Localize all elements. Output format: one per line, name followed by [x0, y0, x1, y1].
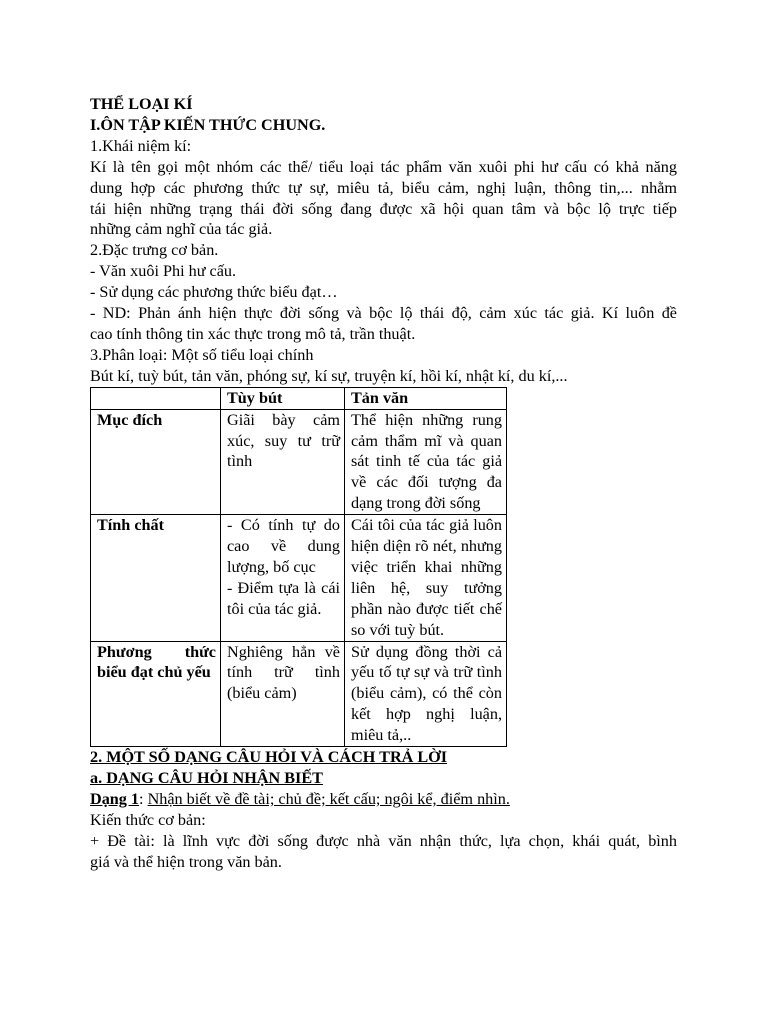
- document-title: THỂ LOẠI KÍ: [90, 95, 193, 113]
- feature-item-1: - Văn xuôi Phi hư cấu.: [90, 262, 237, 281]
- table-header-row: [91, 387, 507, 409]
- section-2-heading: 2. MỘT SỐ DẠNG CÂU HỎI VÀ CÁCH TRẢ LỜI: [90, 748, 448, 767]
- subsection-a-heading: a. DẠNG CÂU HỎI NHẬN BIẾT: [90, 769, 323, 787]
- cell-tan-van-phuong-thuc: Sử dụng đồng thời cả yếu tố tự sự và trữ tình (biểu cảm), có thể còn kết hợp nghị luận, miêu tả,..: [345, 641, 507, 747]
- table-header-empty: [91, 387, 221, 409]
- dang-1-label: Dạng 1: [90, 789, 140, 808]
- row-label-muc-dich: [91, 409, 221, 515]
- cell-tuy-but-phuong-thuc: Nghiêng hẳn về tính trữ tình (biểu cảm): [221, 641, 345, 747]
- table-header-tuy-but: Tùy bút: [221, 387, 345, 409]
- row-label-tinh-chat: [91, 515, 221, 641]
- table-row: [91, 515, 507, 641]
- concept-line-4: những cảm nghĩ của tác giả.: [90, 220, 273, 239]
- cell-paragraph: - Có tính tự do cao về dung lượng, bố cục: [227, 516, 340, 576]
- concept-line-3: tái hiện những trạng thái đời sống đang được xã hội quan tâm và bộc lộ trực tiếp: [90, 199, 677, 218]
- dang-1-colon: :: [139, 789, 148, 808]
- feature-item-3-line-2: cao tính thông tin xác thực trong mô tả, trần thuật.: [90, 324, 416, 343]
- row-label-text: Mục đích: [97, 410, 163, 429]
- table-header-tan-van: Tản văn: [345, 387, 507, 409]
- classification-heading: 3.Phân loại: Một số tiểu loại chính: [90, 345, 314, 364]
- cell-tuy-but-muc-dich: Giãi bày cảm xúc, suy tư trữ tình: [221, 409, 345, 515]
- row-label-phuong-thuc: [91, 641, 221, 747]
- table-row: [91, 641, 507, 747]
- cell-tuy-but-tinh-chat: [221, 515, 345, 641]
- topic-line-2: giá và thể hiện trong văn bản.: [90, 852, 282, 871]
- feature-item-2: - Sử dụng các phương thức biểu đạt…: [90, 283, 338, 302]
- section-1-heading: I.ÔN TẬP KIẾN THỨC CHUNG.: [90, 115, 326, 134]
- cell-tan-van-tinh-chat: Cái tôi của tác giả luôn hiện diện rõ nét, nhưng việc triển khai những liên hệ, suy tưởng phần nào được tiết chế so với tuỳ bút.: [345, 515, 507, 641]
- concept-line-2: dung hợp các phương thức tự sự, miêu tả, biểu cảm, nghị luận, thông tin,... nhằm: [90, 178, 677, 197]
- concept-heading: 1.Khái niệm kí:: [90, 136, 192, 155]
- basic-knowledge-label: Kiến thức cơ bản:: [90, 810, 206, 829]
- concept-line-1: Kí là tên gọi một nhóm các thể/ tiểu loại tác phẩm văn xuôi phi hư cấu có khả năng: [90, 157, 677, 176]
- feature-item-3-line-1: - ND: Phản ánh hiện thực đời sống và bộc lộ thái độ, cảm xúc tác giả. Kí luôn đề: [90, 304, 677, 323]
- cell-paragraph: - Điểm tựa là cái tôi của tác giả.: [227, 578, 340, 618]
- classification-list: Bút kí, tuỳ bút, tản văn, phóng sự, kí sự, truyện kí, hồi kí, nhật kí, du kí,...: [90, 366, 568, 385]
- comparison-table: [90, 387, 507, 747]
- document-page: [90, 94, 677, 873]
- table-row: [91, 409, 507, 515]
- dang-1-text: Nhận biết về đề tài; chủ đề; kết cấu; ngôi kể, điểm nhìn.: [147, 789, 510, 808]
- cell-tan-van-muc-dich: Thể hiện những rung cảm thẩm mĩ và quan sát tinh tế của tác giả về các đối tượng đa dạng trong đời sống: [345, 409, 507, 515]
- row-label-text: Phương thức biểu đạt chủ yếu: [97, 642, 216, 682]
- topic-line-1: + Đề tài: là lĩnh vực đời sống được nhà văn nhận thức, lựa chọn, khái quát, bình: [90, 831, 677, 850]
- row-label-text: Tính chất: [97, 516, 165, 535]
- dang-1-line: [90, 789, 677, 810]
- features-heading: 2.Đặc trưng cơ bản.: [90, 241, 219, 260]
